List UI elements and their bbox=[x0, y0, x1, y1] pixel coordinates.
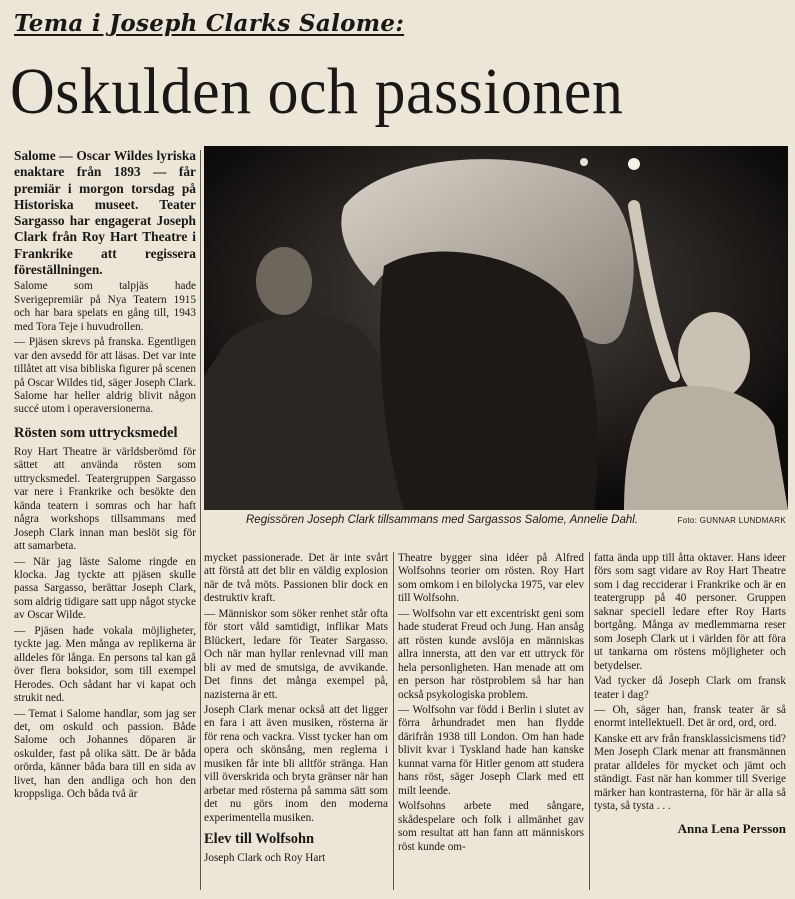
paragraph: — När jag läste Salome ringde en klocka. Jag tyckte att pjäsen skulle passa Sargasso, berättar Joseph Clark, som aldrig tidigare satt upp något stycke av Oscar Wilde. bbox=[14, 555, 196, 622]
paragraph: Vad tycker då Joseph Clark om fransk teater i dag? bbox=[594, 675, 786, 701]
column-4 bbox=[594, 552, 786, 893]
article-headline: Oskulden och passionen bbox=[10, 55, 624, 128]
article-photo bbox=[204, 146, 788, 510]
column-1 bbox=[14, 148, 196, 893]
subheading-elev: Elev till Wolfsohn bbox=[204, 831, 315, 848]
paragraph: — Wolfsohn var född i Berlin i slutet av förra århundradet men han flydde därifrån 1938 till London. Om han hade blivit kvar i Tyskland hade han kanske kunnat varna för Hitler genom att studera hans röst, säger Joseph Clark med ett milt leende. bbox=[398, 703, 584, 797]
article-lead: Salome — Oscar Wildes lyriska enaktare från 1893 — får premiär i morgon torsdag på Historiska museet. Teater Sargasso har engagerat Joseph Clark från Roy Hart Theatre i Frankrike att regissera föreställningen. bbox=[14, 148, 196, 278]
column-rule bbox=[200, 150, 201, 890]
column-2 bbox=[204, 552, 388, 893]
photo-credit: Foto: GUNNAR LUNDMARK bbox=[677, 516, 786, 525]
paragraph: — Pjäsen hade vokala möjligheter, tyckte jag. Men många av replikerna är alldeles för långa. En persons tal kan gå över flera boksidor, som till exempel Herodes. Och sådant har vi kapat och strukit ned. bbox=[14, 624, 196, 705]
paragraph: mycket passionerade. Det är inte svårt att förstå att det blir en väldig explosion när de två möts. Passionen blir dock en destruktiv kraft. bbox=[204, 552, 388, 605]
paragraph: — Temat i Salome handlar, som jag ser det, om oskuld och passion. Både Salome och Johannes döparen är oskulder, fast på olika sätt. De är båda orörda, känner båda bara till en sida av livet, han den andliga och hon den kroppsliga. Och båda två är bbox=[14, 707, 196, 801]
paragraph: Kanske ett arv från fransklassicismens tid? Men Joseph Clark menar att fransmännen pratar alldeles för mycket och jämt och ständigt. Fast när han kommer till Sverige märker han kontrasterna, för här är alla så tysta, så tysta . . . bbox=[594, 732, 786, 813]
photo-caption-row bbox=[204, 514, 788, 526]
article-kicker: Tema i Joseph Clarks Salome: bbox=[14, 10, 405, 37]
column-rule bbox=[589, 552, 590, 890]
paragraph: Roy Hart Theatre är världsberömd för sättet att använda rösten som uttrycksmedel. Teatergruppen Sargasso var nere i Frankrike och besökte den kända teatern i somras och har haft några workshops tillsammans med Joseph Clark innan man beslöt sig för att samarbeta. bbox=[14, 445, 196, 553]
paragraph: Salome som talpjäs hade Sverigepremiär på Nya Teatern 1915 och har bara spelats en gång till, 1943 med Tora Teje i huvudrollen. bbox=[14, 280, 196, 333]
photo-image bbox=[204, 146, 788, 510]
paragraph: Joseph Clark menar också att det ligger en fara i att även musiken, rösterna är för rena och vackra. Visst tycker han om opera och skönsång, men reglerna i musiken får inte bli alltför stränga. Han vill överskrida och bryta gränser när han arbetar med rösterna på samma sätt som det nu görs inom den moderna experimentella musiken. bbox=[204, 703, 388, 824]
paragraph: — Wolfsohn var ett excentriskt geni som hade studerat Freud och Jung. Han ansåg att rösten kunde avslöja en människas allra innersta, att den var ett uttryck för hela personligheten. Han menade att om en person har röstproblem så har han också psykologiska problem. bbox=[398, 607, 584, 701]
paragraph: — Människor som söker renhet står ofta för stort våld samtidigt, inflikar Mats Blückert, ledare för Teater Sargasso. Och när man hyllar renlevnad vill man bli av med de smutsiga, de avvikande. Det finns det många exempel på, nazisterna är ett. bbox=[204, 607, 388, 701]
subheading-rosten: Rösten som uttrycksmedel bbox=[14, 424, 178, 441]
column-rule bbox=[393, 552, 394, 890]
column-3 bbox=[398, 552, 584, 893]
paragraph: Joseph Clark och Roy Hart bbox=[204, 852, 326, 865]
paragraph: — Oh, säger han, fransk teater är så enormt intellektuell. Det är ord, ord, ord. bbox=[594, 703, 786, 730]
paragraph: fatta ända upp till åtta oktaver. Hans ideer förs som sagt vidare av Roy Hart Theatre som i dag recciderar i Frankrike och är en teatergrupp på 40 personer. Gruppen saknar speciell ledare efter Roy Harts bortgång. Många av medlemmarna reser som Joseph Clark ut i världen för att föra ut tankarna om röstens möjligheter och betydelser. bbox=[594, 552, 786, 672]
photo-caption: Regissören Joseph Clark tillsammans med Sargassos Salome, Annelie Dahl. bbox=[246, 514, 639, 526]
paragraph: Wolfsohns arbete med sångare, skådespelare och folk i allmänhet gav som resultat att han fann att människors röst kunde om- bbox=[398, 800, 584, 853]
author-signature: Anna Lena Persson bbox=[677, 820, 786, 836]
paragraph: — Pjäsen skrevs på franska. Egentligen var den avsedd för att läsas. Det var inte tillåtet att visa bibliska figurer på scenen på Oscar Wildes tid, säger Joseph Clark. Salome har heller aldrig blivit någon succé utom i operaversionerna. bbox=[14, 336, 196, 416]
paragraph: Theatre bygger sina idéer på Alfred Wolfsohns teorier om rösten. Roy Hart som omkom i en bilolycka 1975, var elev till Wolfsohn. bbox=[398, 552, 584, 605]
